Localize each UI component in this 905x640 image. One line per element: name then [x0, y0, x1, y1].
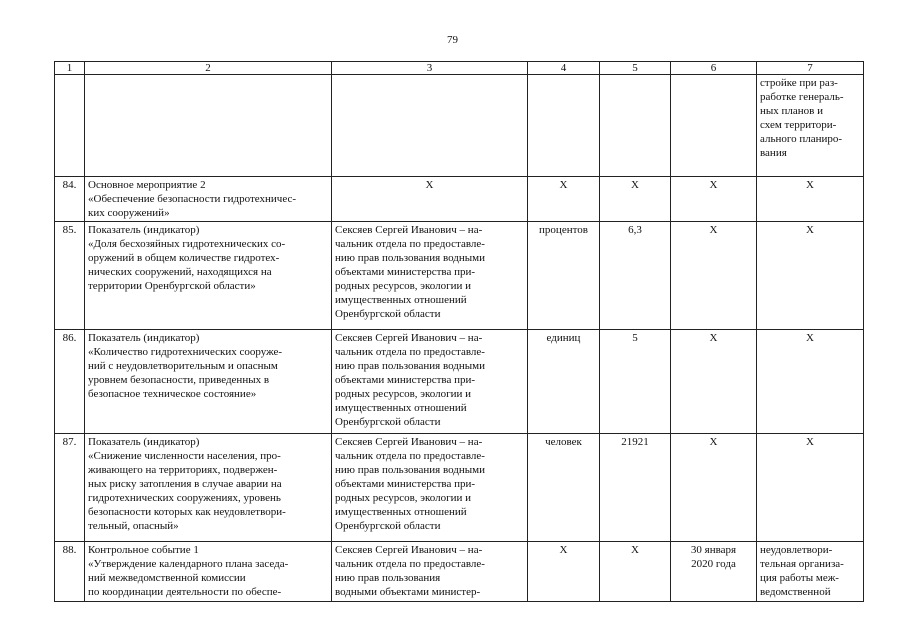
column-header: 5	[600, 62, 671, 75]
date-cell: Х	[671, 330, 757, 434]
row-number: 84.	[55, 177, 85, 222]
date-cell: Х	[671, 434, 757, 542]
column-header: 7	[757, 62, 864, 75]
column-header: 4	[528, 62, 600, 75]
row-number: 86.	[55, 330, 85, 434]
unit-cell: единиц	[528, 330, 600, 434]
date-cell: Х	[671, 177, 757, 222]
table-row	[55, 330, 864, 434]
table-header-row	[55, 62, 864, 75]
date-cell: 30 января 2020 года	[671, 542, 757, 602]
item-name-cell: Показатель (индикатор) «Количество гидротехнических сооруже- ний с неудовлетворительным и опасным уровнем безопасности, приведенных в безопасное техническое состояние»	[85, 330, 332, 434]
value-cell: 5	[600, 330, 671, 434]
value-cell: 6,3	[600, 222, 671, 330]
page-number: 79	[447, 34, 458, 46]
item-name-cell: Основное мероприятие 2 «Обеспечение безопасности гидротехничес- ких сооружений»	[85, 177, 332, 222]
column-header: 3	[332, 62, 528, 75]
row-number: 87.	[55, 434, 85, 542]
responsible-cell: Сексяев Сергей Иванович – на- чальник отдела по предоставле- нию прав пользования водными объектами министерства при- родных ресурсов, экологии и имущественных отношений Оренбургской области	[332, 330, 528, 434]
unit-cell: человек	[528, 434, 600, 542]
value-cell: Х	[600, 542, 671, 602]
item-name-cell: Показатель (индикатор) «Доля бесхозяйных гидротехнических со- оружений в общем количестве гидротех- нических сооружений, находящихся на территории Оренбургской области»	[85, 222, 332, 330]
note-cell: Х	[757, 330, 864, 434]
note-cell: неудовлетвори- тельная организа- ция работы меж- ведомственной	[757, 542, 864, 602]
responsible-cell: Сексяев Сергей Иванович – на- чальник отдела по предоставле- нию прав пользования водными объектами министер-	[332, 542, 528, 602]
plan-table	[54, 61, 864, 602]
unit-cell: Х	[528, 542, 600, 602]
column-header: 6	[671, 62, 757, 75]
note-cell: Х	[757, 434, 864, 542]
table-row-continuation	[55, 75, 864, 177]
unit-cell: процентов	[528, 222, 600, 330]
note-cell: Х	[757, 222, 864, 330]
table-row	[55, 434, 864, 542]
note-cell: стройке при раз- работке генераль- ных планов и схем территори- ального планиро- вания	[757, 75, 864, 177]
row-number: 85.	[55, 222, 85, 330]
unit-cell: Х	[528, 177, 600, 222]
value-cell: 21921	[600, 434, 671, 542]
item-name-cell: Показатель (индикатор) «Снижение численности населения, про- живающего на территориях, подвержен- ных риску затопления в случае аварии на гидротехнических сооружениях, уровень безопасности которых как неудовлетвори- тельный, опасный»	[85, 434, 332, 542]
row-number: 88.	[55, 542, 85, 602]
item-name-cell: Контрольное событие 1 «Утверждение календарного плана заседа- ний межведомственной комиссии по координации деятельности по обеспе-	[85, 542, 332, 602]
column-header: 2	[85, 62, 332, 75]
table-row	[55, 222, 864, 330]
date-cell: Х	[671, 222, 757, 330]
table-row	[55, 177, 864, 222]
table-row	[55, 542, 864, 602]
responsible-cell: Сексяев Сергей Иванович – на- чальник отдела по предоставле- нию прав пользования водными объектами министерства при- родных ресурсов, экологии и имущественных отношений Оренбургской области	[332, 434, 528, 542]
responsible-cell: Сексяев Сергей Иванович – на- чальник отдела по предоставле- нию прав пользования водными объектами министерства при- родных ресурсов, экологии и имущественных отношений Оренбургской области	[332, 222, 528, 330]
column-header: 1	[55, 62, 85, 75]
note-cell: Х	[757, 177, 864, 222]
value-cell: Х	[600, 177, 671, 222]
responsible-cell: Х	[332, 177, 528, 222]
